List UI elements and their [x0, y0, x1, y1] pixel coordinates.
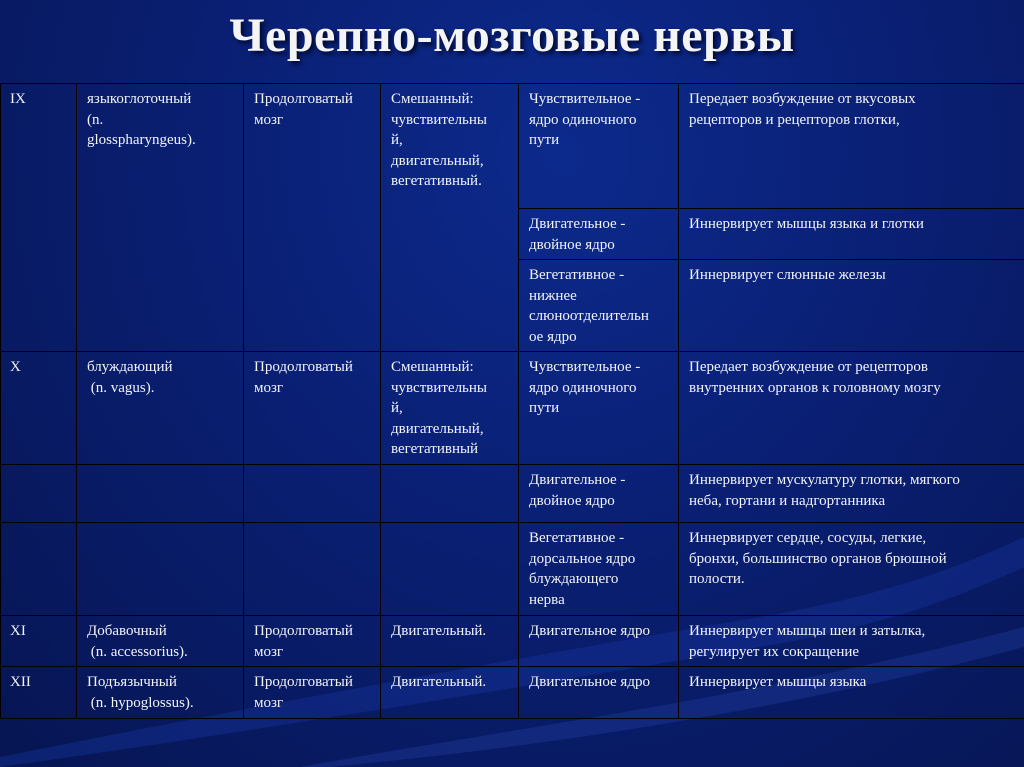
nerve-number: XI	[1, 616, 77, 667]
nerve-nucleus: Двигательное ядро	[519, 616, 679, 667]
table-row-x	[1, 352, 1024, 465]
empty-cell	[1, 465, 77, 523]
nerve-nucleus: Двигательное - двойное ядро	[519, 465, 679, 523]
nerve-type: Двигательный.	[381, 616, 519, 667]
empty-cell	[77, 523, 244, 616]
nerve-name: Подъязычный (n. hypoglossus).	[77, 667, 244, 719]
nerve-origin: Продолговатый мозг	[244, 352, 381, 465]
nerve-nucleus: Чувствительное - ядро одиночного пути	[519, 352, 679, 465]
nerve-function: Иннервирует мышцы языка	[679, 667, 1024, 719]
nerve-nucleus: Чувствительное - ядро одиночного пути	[519, 84, 679, 209]
nerve-function: Передает возбуждение от вкусовых рецепторов и рецепторов глотки,	[679, 84, 1024, 209]
nerve-number: X	[1, 352, 77, 465]
nerve-nucleus: Двигательное - двойное ядро	[519, 209, 679, 260]
nerve-function: Иннервирует мускулатуру глотки, мягкого неба, гортани и надгортанника	[679, 465, 1024, 523]
table-row-xi	[1, 616, 1024, 667]
nerve-origin: Продолговатый мозг	[244, 616, 381, 667]
nerve-nucleus: Вегетативное - нижнее слюноотделительн ое ядро	[519, 260, 679, 352]
nerve-function: Передает возбуждение от рецепторов внутренних органов к головному мозгу	[679, 352, 1024, 465]
nerve-function: Иннервирует мышцы шеи и затылка, регулирует их сокращение	[679, 616, 1024, 667]
nerve-nucleus: Вегетативное - дорсальное ядро блуждающего нерва	[519, 523, 679, 616]
nerve-name: языкоглоточный (n. glosspharyngeus).	[77, 84, 244, 352]
table-row-x-vegetative	[1, 523, 1024, 616]
nerve-nucleus: Двигательное ядро	[519, 667, 679, 719]
nerve-type: Смешанный: чувствительны й, двигательный, вегетативный.	[381, 84, 519, 352]
nerve-number: IX	[1, 84, 77, 352]
table-row-x-motor	[1, 465, 1024, 523]
page-title: Черепно-мозговые нервы	[229, 9, 795, 62]
empty-cell	[77, 465, 244, 523]
nerve-origin: Продолговатый мозг	[244, 84, 381, 352]
nerve-type: Двигательный.	[381, 667, 519, 719]
empty-cell	[244, 465, 381, 523]
table-row-ix	[1, 84, 1024, 209]
nerve-number: XII	[1, 667, 77, 719]
nerve-function: Иннервирует мышцы языка и глотки	[679, 209, 1024, 260]
empty-cell	[381, 523, 519, 616]
empty-cell	[244, 523, 381, 616]
empty-cell	[1, 523, 77, 616]
nerve-origin: Продолговатый мозг	[244, 667, 381, 719]
nerve-function: Иннервирует слюнные железы	[679, 260, 1024, 352]
nerve-type: Смешанный: чувствительны й, двигательный, вегетативный	[381, 352, 519, 465]
nerve-name: блуждающий (n. vagus).	[77, 352, 244, 465]
cranial-nerves-table	[0, 83, 1024, 719]
nerve-name: Добавочный (n. accessorius).	[77, 616, 244, 667]
nerve-function: Иннервирует сердце, сосуды, легкие, бронхи, большинство органов брюшной полости.	[679, 523, 1024, 616]
table-row-xii	[1, 667, 1024, 719]
empty-cell	[381, 465, 519, 523]
